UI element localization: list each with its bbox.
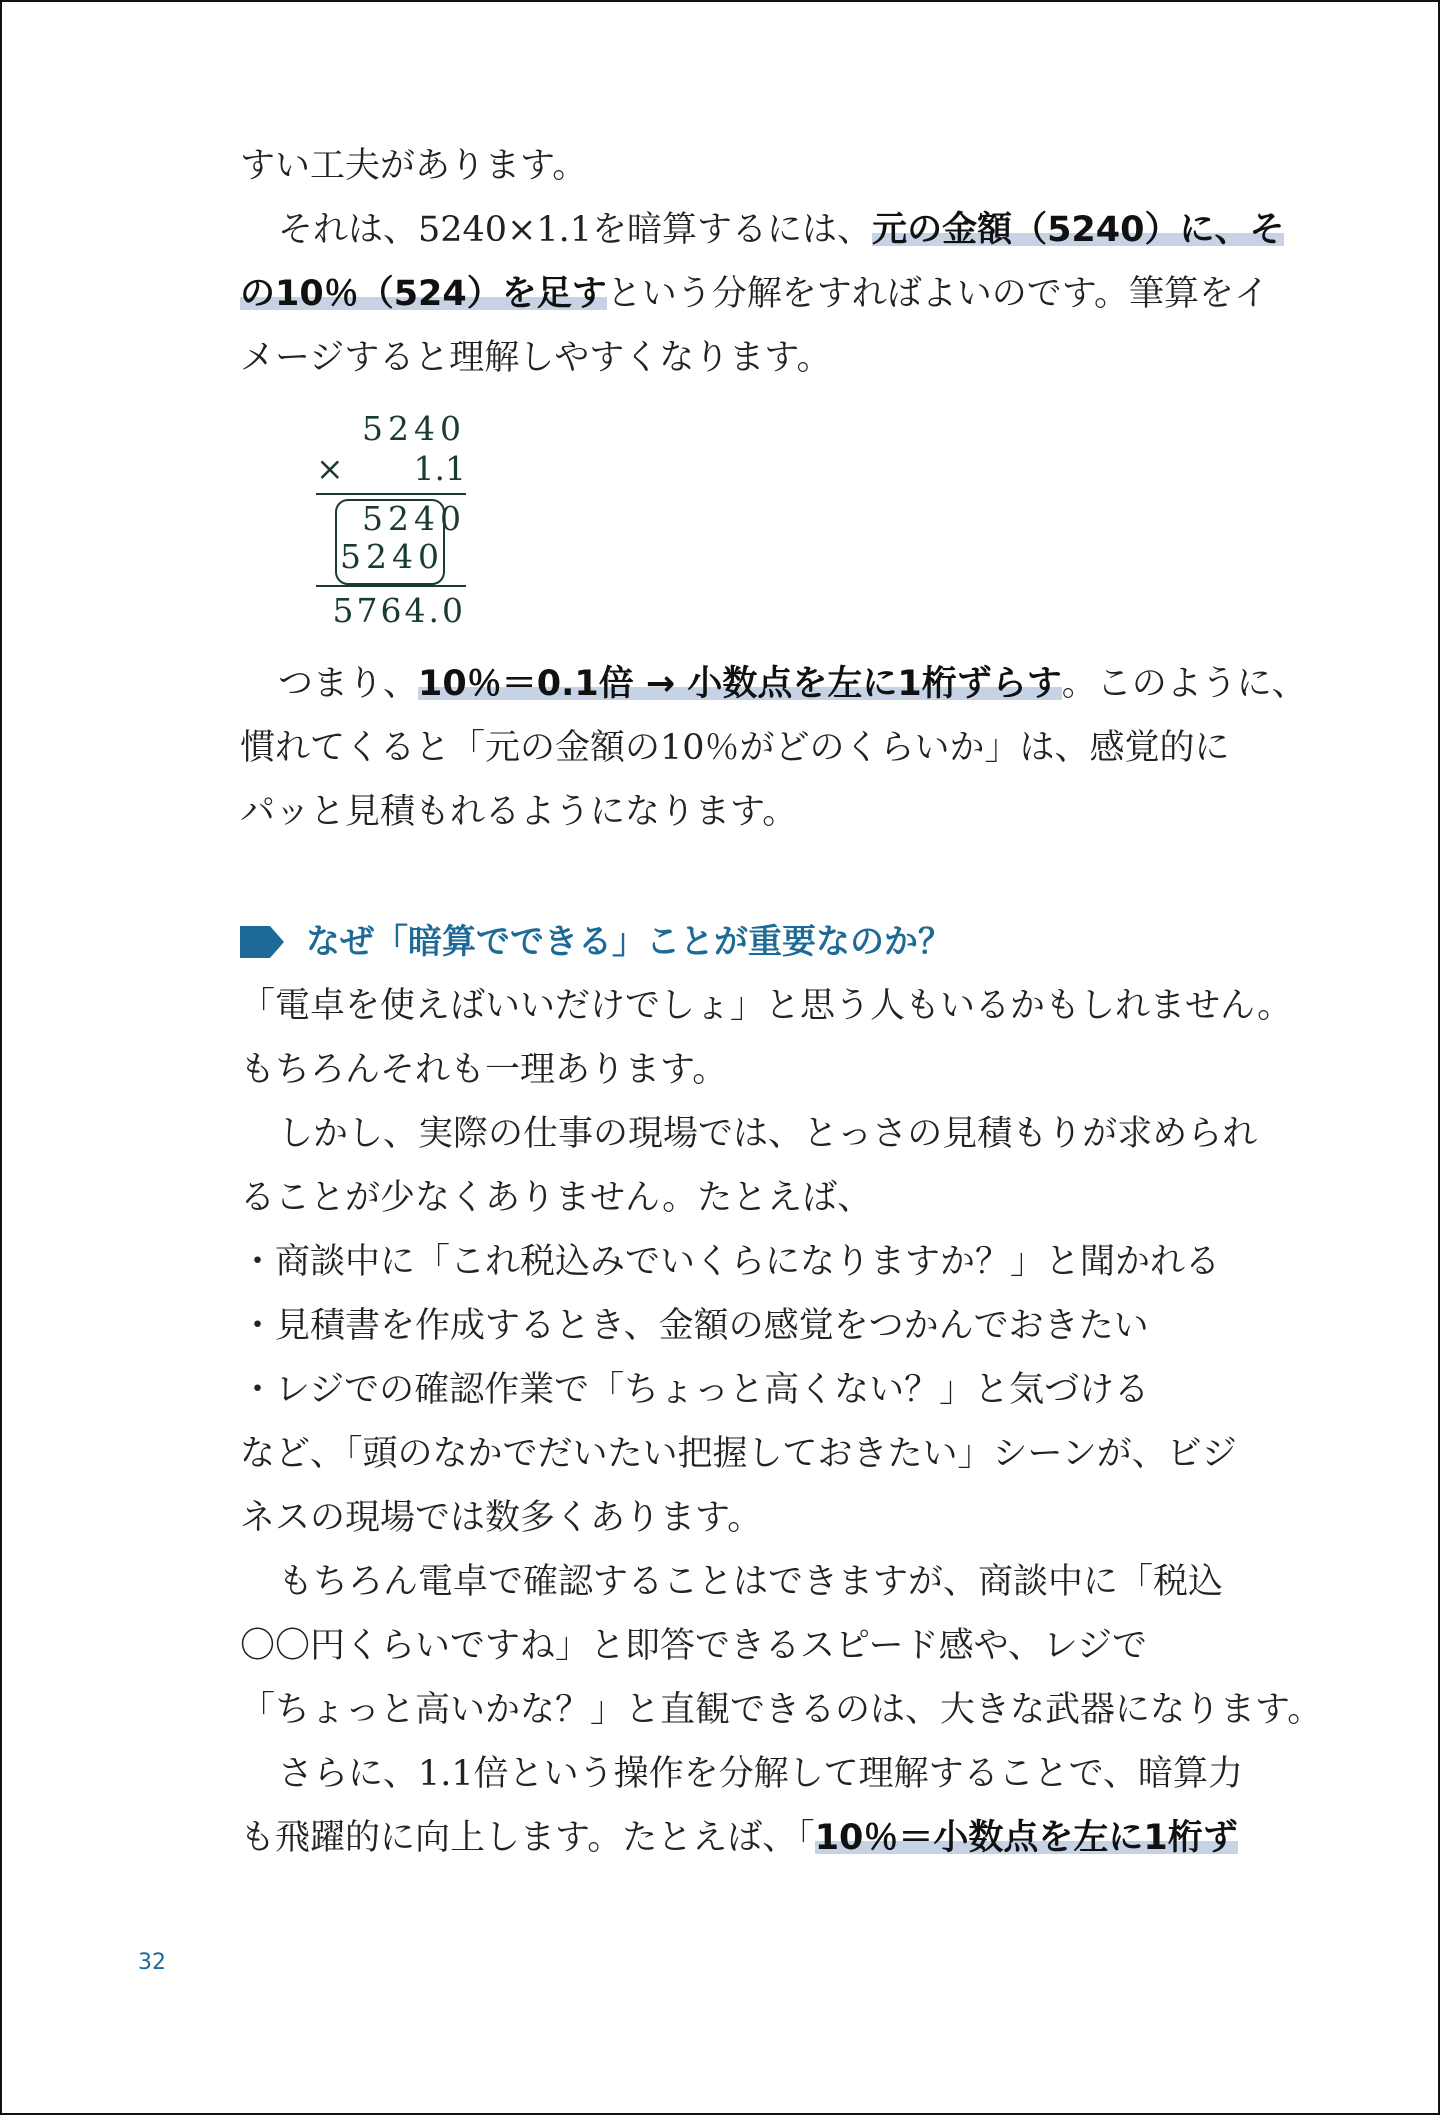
text-line: の10％（524）を足すという分解をすればよいのです。筆算をイ xyxy=(240,274,1269,314)
calc-row4: 5240 xyxy=(340,537,444,576)
bullet-item: ・レジでの確認作業で「ちょっと高くない？」と気づける xyxy=(240,1370,1150,1410)
highlight-text: 元の金額（5240）に、そ xyxy=(872,210,1285,250)
text-line: 「電卓を使えばいいだけでしょ」と思う人もいるかもしれません。 xyxy=(240,986,1293,1026)
calc-result: 5764.0 xyxy=(332,591,466,630)
text-line: もちろんそれも一理あります。 xyxy=(240,1050,728,1090)
page-number: 32 xyxy=(138,1950,166,1975)
text-line: しかし、実際の仕事の現場では、とっさの見積もりが求められ xyxy=(278,1114,1258,1154)
calc-row2: 1.1 xyxy=(413,449,466,488)
text-line: 〇〇円くらいですね」と即答できるスピード感や、レジで xyxy=(240,1626,1148,1666)
text-line: 慣れてくると「元の金額の10％がどのくらいか」は、感覚的に xyxy=(240,728,1230,768)
calc-row3: 5240 xyxy=(362,499,466,538)
calc-row1: 5240 xyxy=(362,409,466,448)
bullet-item: ・見積書を作成するとき、金額の感覚をつかんでおきたい xyxy=(240,1306,1149,1346)
bullet-item: ・商談中に「これ税込みでいくらになりますか？」と聞かれる xyxy=(240,1242,1221,1282)
text-line: ることが少なくありません。たとえば、 xyxy=(240,1178,873,1218)
text-line: 「ちょっと高いかな？」と直観できるのは、大きな武器になります。 xyxy=(240,1690,1323,1730)
arrow-marker-icon xyxy=(240,926,284,958)
text-line: も飛躍的に向上します。たとえば、「10％＝小数点を左に1桁ず xyxy=(240,1818,1238,1858)
text-line: メージすると理解しやすくなります。 xyxy=(240,338,832,378)
times-sign: × xyxy=(316,449,344,488)
text-line: パッと見積もれるようになります。 xyxy=(240,792,798,832)
highlight-text: 10％＝小数点を左に1桁ず xyxy=(814,1818,1238,1858)
section-heading-text: なぜ「暗算でできる」ことが重要なのか？ xyxy=(306,922,952,962)
highlight-text: の10％（524）を足す xyxy=(240,274,607,314)
text-line: すい工夫があります。 xyxy=(240,146,588,186)
text-line: つまり、10％＝0.1倍 → 小数点を左に1桁ずらす。このように、 xyxy=(278,664,1307,704)
written-calculation xyxy=(300,400,500,640)
text-line: など、「頭のなかでだいたい把握しておきたい」シーンが、ビジ xyxy=(240,1434,1237,1474)
text-line: もちろん電卓で確認することはできますが、商談中に「税込 xyxy=(278,1562,1224,1602)
text-line: それは、5240×1.1を暗算するには、元の金額（5240）に、そ xyxy=(278,210,1285,250)
text-line: さらに、1.1倍という操作を分解して理解することで、暗算力 xyxy=(278,1754,1243,1794)
text-line: ネスの現場では数多くあります。 xyxy=(240,1498,763,1538)
highlight-text: 10％＝0.1倍 → 小数点を左に1桁ずらす xyxy=(418,664,1062,704)
